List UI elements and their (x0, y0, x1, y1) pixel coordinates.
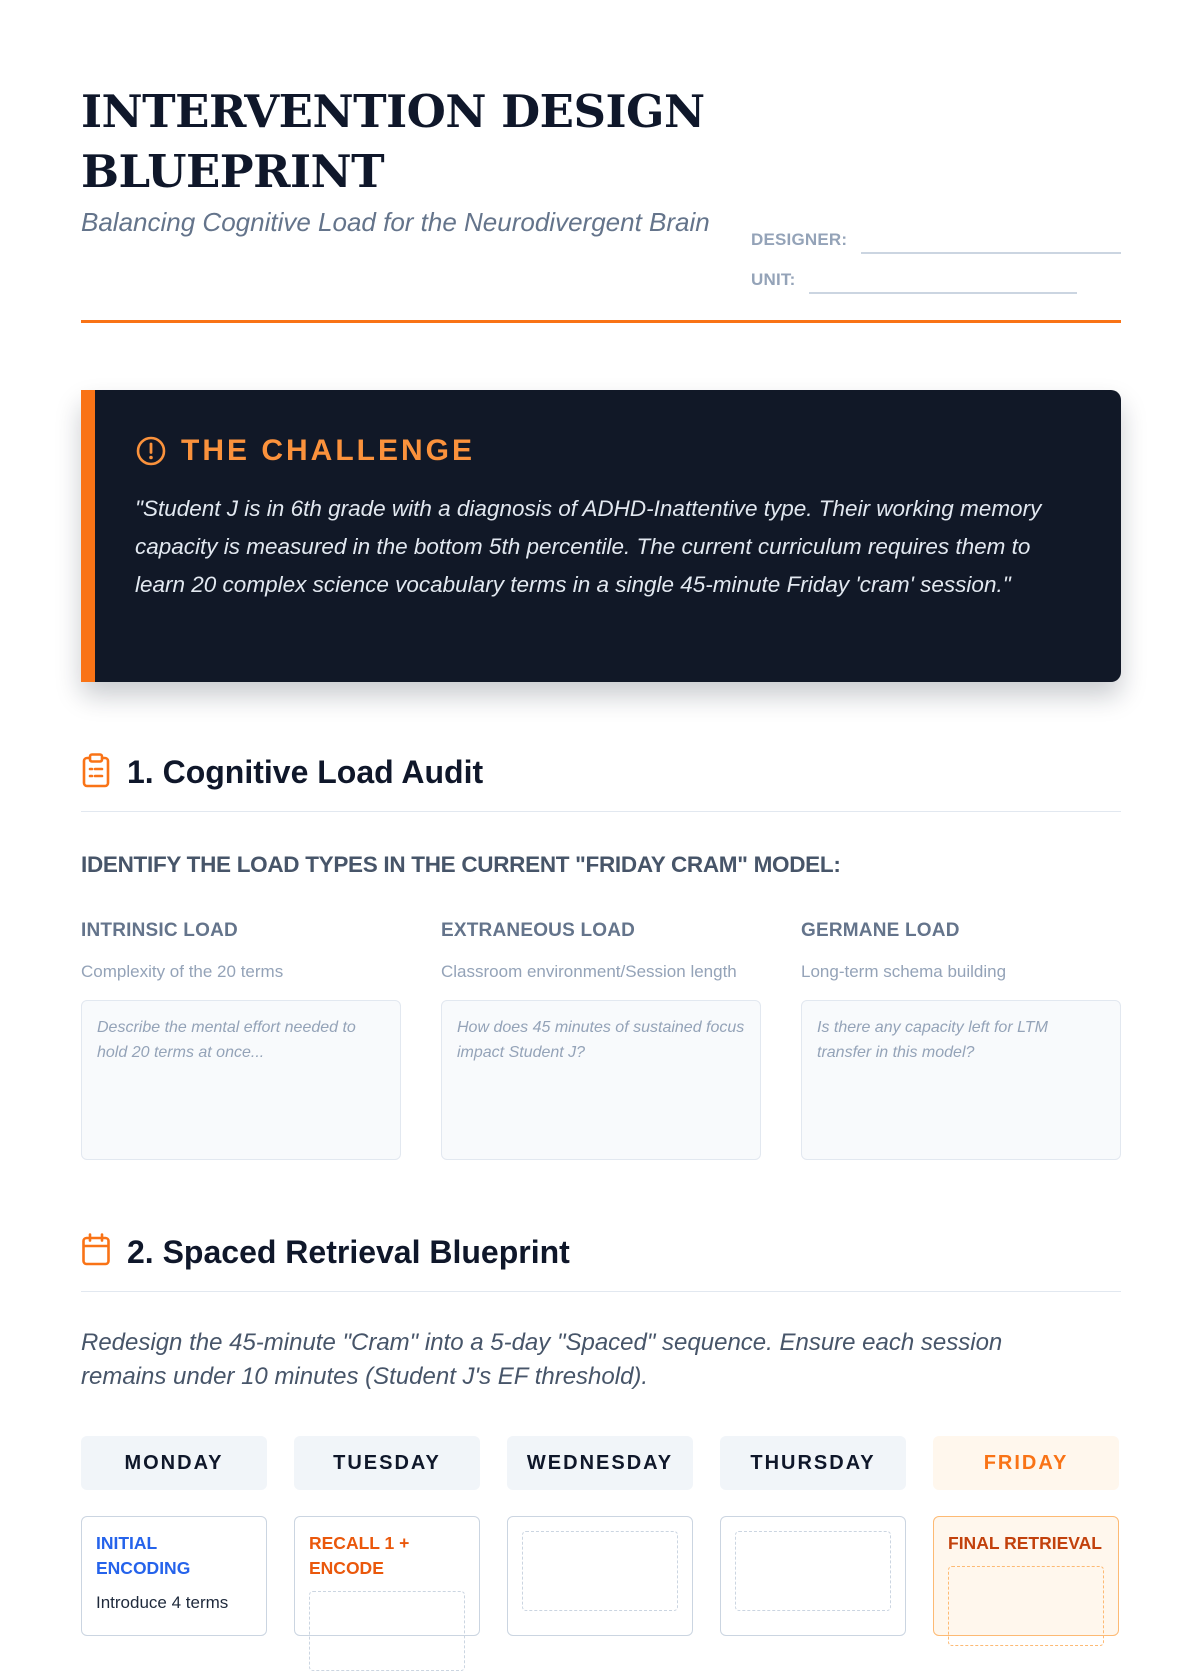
entry-area[interactable] (522, 1531, 678, 1611)
intrinsic-load-textarea[interactable]: Describe the mental effort needed to hold 20 terms at once... (81, 1000, 401, 1160)
designer-row (751, 214, 1121, 254)
load-description: Complexity of the 20 terms (81, 962, 284, 981)
day-card[interactable] (933, 1516, 1119, 1636)
load-title: EXTRANEOUS LOAD (441, 920, 636, 941)
card-title: INITIAL ENCODING (96, 1533, 191, 1578)
day-card[interactable] (720, 1516, 906, 1636)
challenge-header (135, 434, 475, 468)
challenge-panel (81, 390, 1121, 682)
day-header: TUESDAY (294, 1436, 480, 1490)
germane-load-column (801, 920, 1121, 1160)
load-description: Long-term schema building (801, 962, 1007, 981)
day-card[interactable] (507, 1516, 693, 1636)
page-title: INTERVENTION DESIGN BLUEPRINT (81, 85, 705, 198)
load-title: INTRINSIC LOAD (81, 920, 238, 941)
card-text: Introduce 4 terms (96, 1593, 229, 1612)
unit-row (751, 254, 1121, 294)
header-divider (81, 320, 1121, 323)
germane-load-textarea[interactable]: Is there any capacity left for LTM transfer in this model? (801, 1000, 1121, 1160)
challenge-accent-bar (81, 390, 95, 682)
section-1-title: 1. Cognitive Load Audit (127, 754, 484, 790)
load-title: GERMANE LOAD (801, 920, 960, 941)
day-card[interactable] (81, 1516, 267, 1636)
unit-field[interactable] (809, 266, 1077, 294)
load-types-prompt: IDENTIFY THE LOAD TYPES IN THE CURRENT "FRIDAY CRAM" MODEL: (81, 852, 841, 877)
designer-label: DESIGNER: (751, 230, 848, 249)
section-2-header (81, 1232, 1121, 1292)
page-subtitle: Balancing Cognitive Load for the Neurodivergent Brain (81, 207, 710, 237)
day-column-monday (81, 1436, 267, 1636)
day-column-wednesday (507, 1436, 693, 1636)
day-header: THURSDAY (720, 1436, 906, 1490)
day-column-tuesday (294, 1436, 480, 1636)
card-title: FINAL RETRIEVAL (948, 1533, 1102, 1553)
load-description: Classroom environment/Session length (441, 962, 737, 981)
section-2-title: 2. Spaced Retrieval Blueprint (127, 1234, 570, 1270)
entry-area[interactable] (948, 1566, 1104, 1646)
day-column-thursday (720, 1436, 906, 1636)
section-1-header (81, 752, 1121, 812)
extraneous-load-column (441, 920, 761, 1160)
entry-area[interactable] (735, 1531, 891, 1611)
entry-area[interactable] (309, 1591, 465, 1671)
day-header: FRIDAY (933, 1436, 1119, 1490)
challenge-text: "Student J is in 6th grade with a diagnosis of ADHD-Inattentive type. Their working memory capacity is measured in the bottom 5th percentile. The current curriculum requires them to learn 20 complex science vocabulary terms in a single 45-minute Friday 'cram' session." (135, 496, 1042, 597)
meta-fields (751, 214, 1121, 294)
day-header: WEDNESDAY (507, 1436, 693, 1490)
unit-label: UNIT: (751, 270, 796, 289)
extraneous-load-textarea[interactable]: How does 45 minutes of sustained focus impact Student J? (441, 1000, 761, 1160)
card-title: RECALL 1 + ENCODE (309, 1533, 410, 1578)
intrinsic-load-column (81, 920, 401, 1160)
day-header: MONDAY (81, 1436, 267, 1490)
challenge-title: THE CHALLENGE (181, 434, 475, 467)
day-column-friday (933, 1436, 1119, 1636)
blueprint-instructions: Redesign the 45-minute "Cram" into a 5-day "Spaced" sequence. Ensure each session remains under 10 minutes (Student J's EF threshold). (81, 1329, 1003, 1390)
designer-field[interactable] (861, 226, 1121, 254)
day-card[interactable] (294, 1516, 480, 1636)
alert-circle-icon (135, 435, 167, 467)
calendar-icon (81, 1232, 111, 1268)
clipboard-icon (81, 752, 111, 788)
